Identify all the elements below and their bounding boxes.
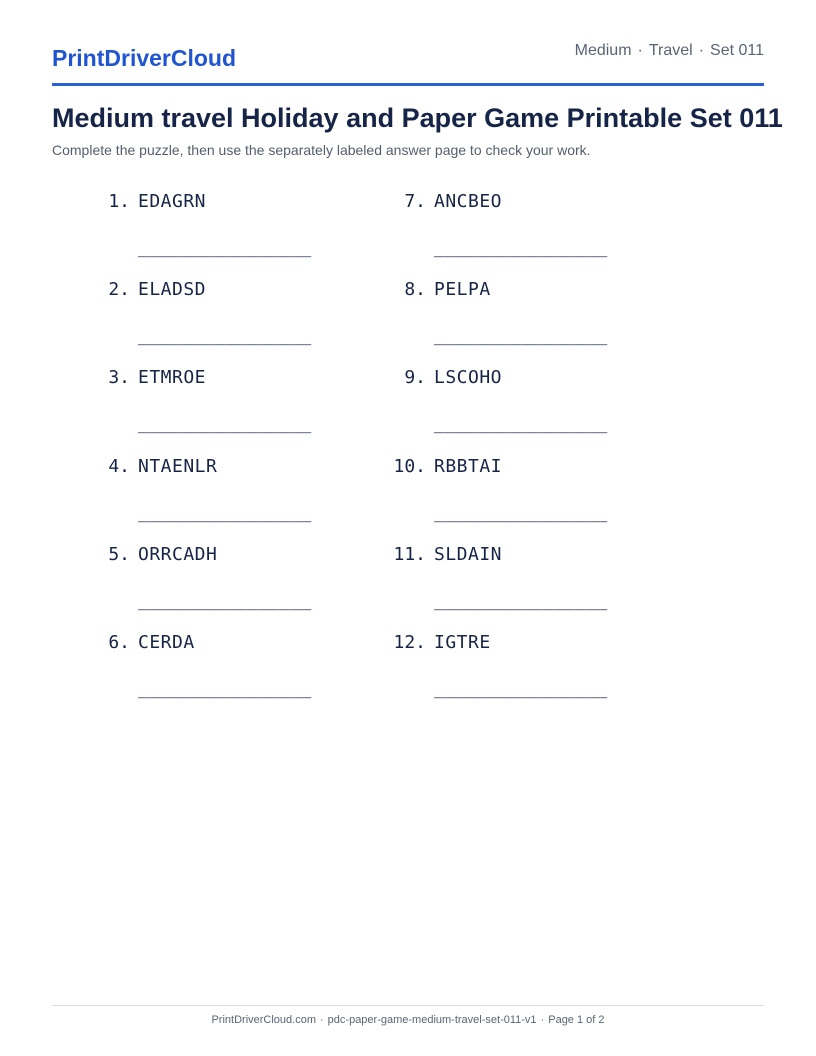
puzzle-number: 12. <box>393 632 426 653</box>
puzzle-number: 4. <box>108 456 130 477</box>
footer-separator: · <box>320 1014 324 1026</box>
puzzle-number: 2. <box>108 279 130 300</box>
answer-blank[interactable]: ________________ <box>434 413 608 434</box>
puzzle-number: 6. <box>108 632 130 653</box>
page-header <box>52 40 764 86</box>
puzzle-number: 1. <box>108 191 130 212</box>
answer-blank[interactable]: ________________ <box>138 413 312 434</box>
page-title: Medium travel Holiday and Paper Game Printable Set 011 <box>52 103 783 133</box>
puzzle-item-5 <box>96 544 396 624</box>
answer-blank[interactable]: ________________ <box>138 237 312 258</box>
footer-divider <box>52 1005 764 1006</box>
scrambled-word: RBBTAI <box>434 456 503 477</box>
scrambled-word: PELPA <box>434 279 491 300</box>
page-instructions: Complete the puzzle, then use the separately labeled answer page to check your work. <box>52 142 591 158</box>
answer-blank[interactable]: ________________ <box>434 590 608 611</box>
scrambled-word: ANCBEO <box>434 191 503 212</box>
puzzle-item-1 <box>96 191 396 271</box>
answer-blank[interactable]: ________________ <box>138 590 312 611</box>
answer-blank[interactable]: ________________ <box>138 502 312 523</box>
scrambled-word: IGTRE <box>434 632 491 653</box>
scrambled-word: LSCOHO <box>434 367 503 388</box>
breadcrumb-separator: · <box>698 42 705 59</box>
answer-blank[interactable]: ________________ <box>138 678 312 699</box>
scrambled-word: ORRCADH <box>138 544 218 565</box>
scrambled-word: CERDA <box>138 632 195 653</box>
footer-site: PrintDriverCloud.com <box>211 1014 316 1026</box>
footer-separator: · <box>540 1014 545 1026</box>
answer-blank[interactable]: ________________ <box>434 237 608 258</box>
answer-blank[interactable]: ________________ <box>434 325 608 346</box>
answer-blank[interactable]: ________________ <box>138 325 312 346</box>
puzzle-item-2 <box>96 279 396 359</box>
scrambled-word: ETMROE <box>138 367 207 388</box>
puzzle-number: 10. <box>393 456 426 477</box>
puzzle-number: 3. <box>108 367 130 388</box>
scrambled-word: EDAGRN <box>138 191 207 212</box>
puzzle-item-9 <box>392 367 692 447</box>
scrambled-word: SLDAIN <box>434 544 503 565</box>
puzzle-item-3 <box>96 367 396 447</box>
scrambled-word: ELADSD <box>138 279 207 300</box>
puzzle-number: 9. <box>404 367 426 388</box>
puzzle-number: 11. <box>393 544 426 565</box>
footer-page-number: Page 1 of 2 <box>548 1014 605 1026</box>
puzzle-item-7 <box>392 191 692 271</box>
puzzle-item-12 <box>392 632 692 712</box>
puzzle-item-6 <box>96 632 396 712</box>
puzzle-number: 8. <box>404 279 426 300</box>
puzzle-item-4 <box>96 456 396 536</box>
puzzle-item-11 <box>392 544 692 624</box>
breadcrumb-category: Travel <box>648 42 693 59</box>
page-footer <box>52 1014 764 1026</box>
puzzle-number: 5. <box>108 544 130 565</box>
breadcrumb-separator: · <box>637 42 643 59</box>
answer-blank[interactable]: ________________ <box>434 502 608 523</box>
puzzle-item-10 <box>392 456 692 536</box>
brand-logo-text[interactable]: PrintDriverCloud <box>52 45 237 71</box>
puzzle-number: 7. <box>404 191 426 212</box>
breadcrumb-set: Set 011 <box>710 42 764 59</box>
answer-blank[interactable]: ________________ <box>434 678 608 699</box>
breadcrumb <box>575 42 764 60</box>
scrambled-word: NTAENLR <box>138 456 218 477</box>
breadcrumb-difficulty: Medium <box>574 42 632 59</box>
footer-doc-id: pdc-paper-game-medium-travel-set-011-v1 <box>327 1014 537 1026</box>
puzzle-item-8 <box>392 279 692 359</box>
